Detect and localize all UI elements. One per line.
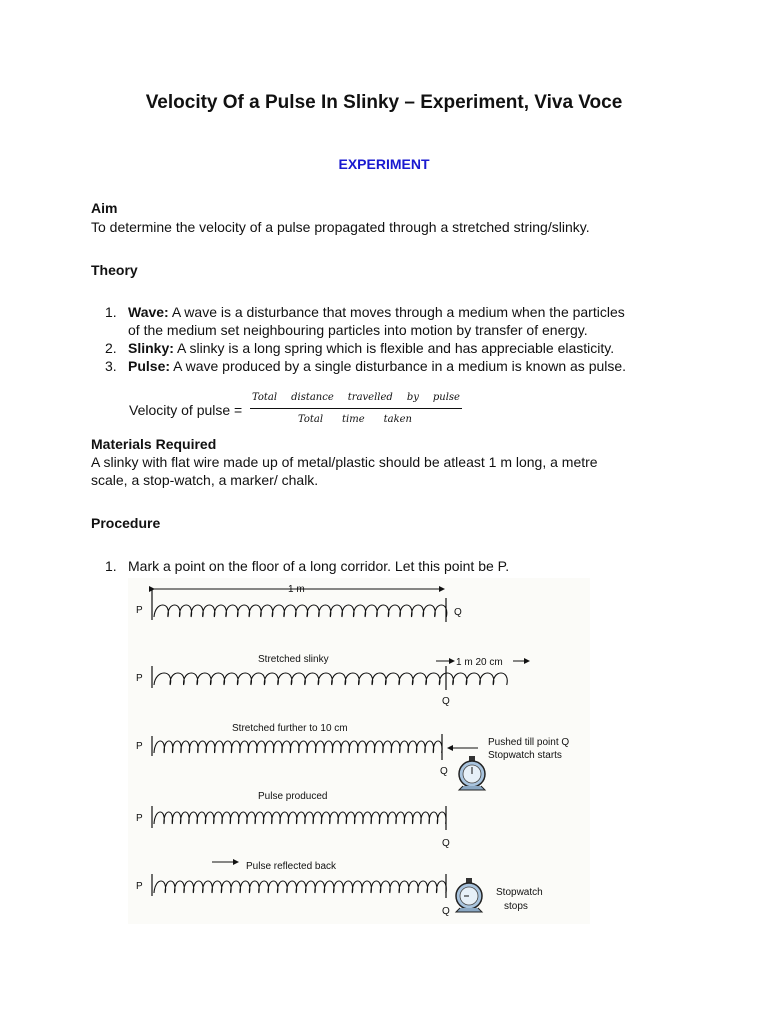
definition-continued: of the medium set neighbouring particles into motion by transfer of energy. (128, 322, 588, 338)
formula-lhs: Velocity of pulse = (129, 402, 243, 418)
procedure-step-1: Mark a point on the floor of a long corridor. Let this point be P. (128, 558, 510, 574)
list-number: 2. (105, 340, 117, 356)
label-stopwatch: Stopwatch (496, 887, 543, 898)
label-q: Q (442, 696, 450, 707)
denominator-word: taken (383, 414, 412, 425)
slinky-coil (154, 605, 447, 617)
numerator-word: Total (252, 392, 278, 403)
slinky-coil (154, 741, 442, 753)
label-further: Stretched further to 10 cm (232, 723, 348, 734)
materials-line-1: A slinky with flat wire made up of metal/plastic should be atleast 1 m long, a metre (91, 454, 598, 470)
label-q: Q (454, 607, 462, 618)
aim-heading: Aim (91, 200, 118, 216)
numerator-word: travelled (347, 392, 393, 403)
term: Pulse: (128, 358, 171, 374)
label-p: P (136, 741, 143, 752)
label-pushed: Pushed till point Q (488, 737, 570, 748)
slinky-coil (154, 673, 507, 685)
label-q: Q (442, 838, 450, 849)
list-number: 1. (105, 304, 117, 320)
label-1m: 1 m (288, 584, 305, 595)
theory-list (105, 303, 685, 375)
slinky-diagram (128, 578, 590, 924)
label-p: P (136, 881, 143, 892)
procedure-heading: Procedure (91, 515, 161, 531)
slinky-coil (154, 812, 446, 824)
term: Wave: (128, 304, 169, 320)
label-p: P (136, 673, 143, 684)
label-q: Q (442, 906, 450, 917)
section-heading: EXPERIMENT (338, 156, 430, 172)
label-stretched: Stretched slinky (258, 654, 329, 665)
theory-heading: Theory (91, 262, 138, 278)
definition: A wave is a disturbance that moves through a medium when the particles (168, 304, 625, 320)
numerator-word: distance (291, 392, 334, 403)
list-item (105, 357, 685, 375)
formula-denominator (250, 411, 462, 429)
step-number: 1. (105, 558, 117, 574)
formula-numerator (250, 389, 462, 407)
label-stops: stops (504, 901, 528, 912)
denominator-word: Total (298, 414, 324, 425)
label-reflected: Pulse reflected back (246, 861, 337, 872)
label-q: Q (440, 766, 448, 777)
materials-heading: Materials Required (91, 436, 217, 452)
formula-fraction (250, 389, 462, 429)
term: Slinky: (128, 340, 174, 356)
label-1m20cm: 1 m 20 cm (456, 657, 503, 668)
numerator-word: pulse (432, 392, 460, 403)
fraction-bar (250, 408, 462, 409)
definition: A slinky is a long spring which is flexible and has appreciable elasticity. (173, 340, 615, 356)
stopwatch-icon (456, 878, 482, 912)
list-item (105, 339, 685, 357)
denominator-word: time (342, 414, 365, 425)
stopwatch-icon (459, 756, 485, 790)
velocity-formula (129, 389, 489, 425)
numerator-word: by (406, 392, 419, 403)
label-stopwatch-starts: Stopwatch starts (488, 750, 562, 761)
label-pulse: Pulse produced (258, 791, 328, 802)
slinky-coil (154, 881, 446, 893)
label-p: P (136, 605, 143, 616)
label-p: P (136, 813, 143, 824)
materials-line-2: scale, a stop-watch, a marker/ chalk. (91, 472, 319, 488)
page-title: Velocity Of a Pulse In Slinky – Experiment, Viva Voce (145, 92, 623, 113)
definition: A wave produced by a single disturbance in a medium is known as pulse. (170, 358, 627, 374)
list-number: 3. (105, 358, 117, 374)
aim-text: To determine the velocity of a pulse propagated through a stretched string/slinky. (91, 219, 590, 235)
list-item (105, 303, 685, 339)
